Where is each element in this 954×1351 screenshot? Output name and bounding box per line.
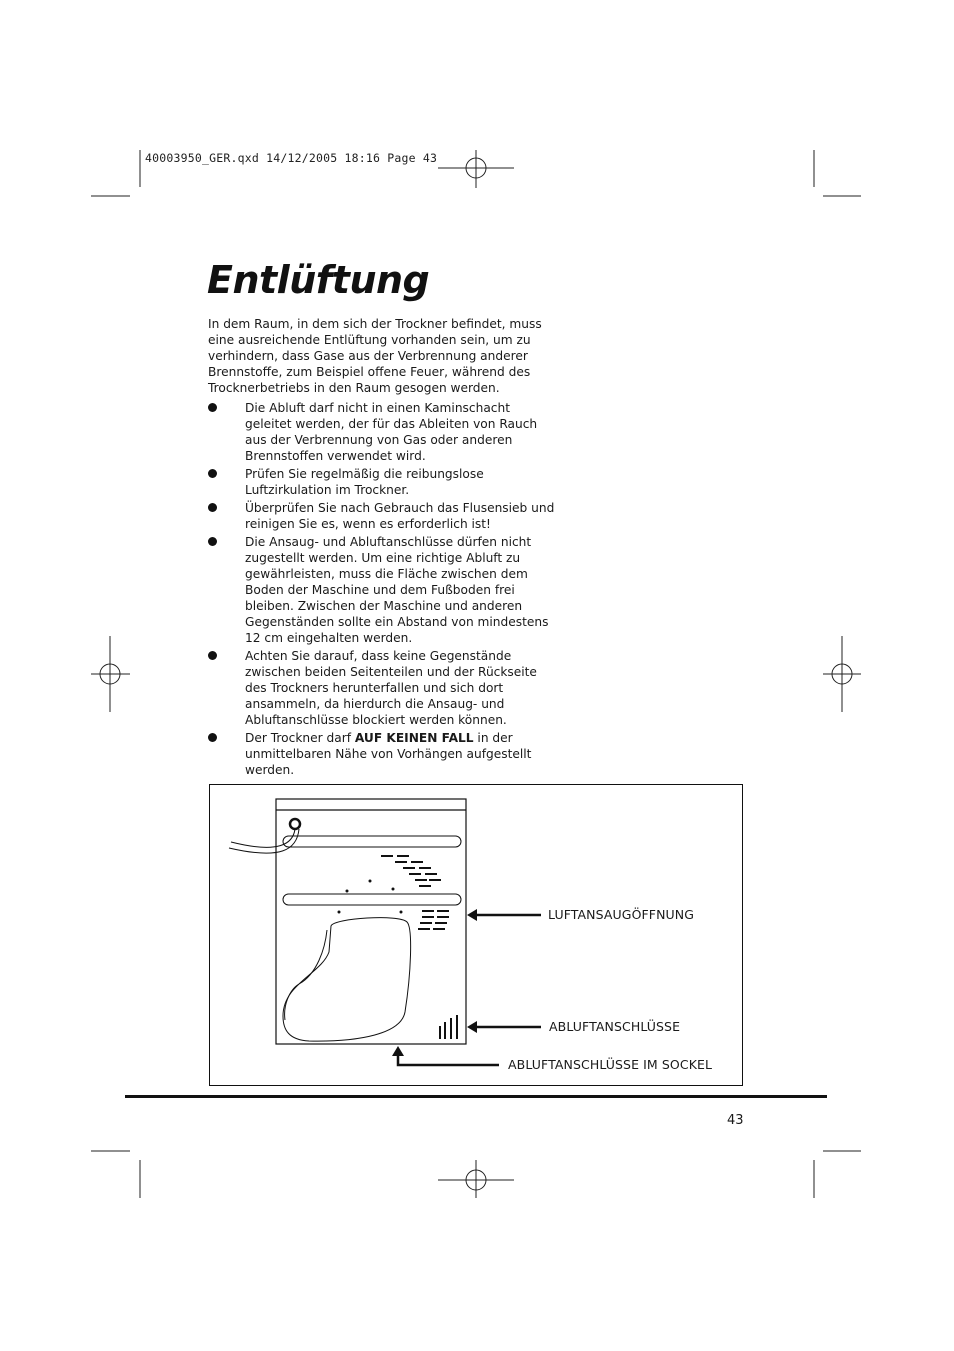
page-number: 43 bbox=[727, 1113, 744, 1128]
list-item-text: Die Abluft darf nicht in einen Kaminschacht geleitet werden, der für das Ableiten von Rauch aus der Verbrennung von Gas oder anderen Brennstoffen verwendet wird. bbox=[245, 401, 538, 463]
bullet-dot-icon bbox=[208, 537, 217, 546]
page-title: Entlüftung bbox=[207, 258, 430, 302]
list-item-text: Überprüfen Sie nach Gebrauch das Flusensieb und reinigen Sie es, wenn es erforderlich ist! bbox=[245, 501, 555, 531]
intro-paragraph: In dem Raum, in dem sich der Trockner befindet, muss eine ausreichende Entlüftung vorhanden sein, um zu verhindern, dass Gase aus der Verbrennung anderer Brennstoffe, zum Beispiel offene Feuer, während des Trocknerbetriebs in den Raum gesogen werden. bbox=[208, 317, 542, 395]
bullet-dot-icon bbox=[208, 651, 217, 660]
footer-rule bbox=[125, 1095, 827, 1098]
list-item bbox=[208, 648, 558, 728]
list-item bbox=[208, 500, 558, 532]
list-item-text: Achten Sie darauf, dass keine Gegenstände zwischen beiden Seitenteilen und der Rückseite des Trockners herunterfallen und sich dort ansammeln, da hierdurch die Ansaug- und Abluftanschlüsse blockiert werden können. bbox=[245, 649, 537, 727]
label-air-intake: LUFTANSAUGÖFFNUNG bbox=[548, 907, 695, 922]
bullet-dot-icon bbox=[208, 469, 217, 478]
list-item bbox=[208, 400, 558, 464]
print-slug: 40003950_GER.qxd 14/12/2005 18:16 Page 43 bbox=[145, 151, 438, 165]
list-item-text: in der unmittelbaren Nähe von Vorhängen aufgestellt werden. bbox=[245, 731, 532, 777]
list-item bbox=[208, 730, 558, 778]
bullet-dot-icon bbox=[208, 403, 217, 412]
safety-list bbox=[208, 400, 558, 780]
list-item bbox=[208, 534, 558, 646]
list-item bbox=[208, 466, 558, 498]
bullet-dot-icon bbox=[208, 733, 217, 742]
list-item-text: Die Ansaug- und Abluftanschlüsse dürfen nicht zugestellt werden. Um eine richtige Abluft zu gewährleisten, muss die Fläche zwischen dem Boden der Maschine und dem Fußboden frei bleiben. Zwischen der Maschine und anderen Gegenständen sollte ein Abstand von mindestens 12 cm eingehalten werden. bbox=[245, 535, 549, 645]
list-item-emphasis: AUF KEINEN FALL bbox=[354, 731, 474, 745]
list-item-text: Prüfen Sie regelmäßig die reibungslose Luftzirkulation im Trockner. bbox=[245, 467, 484, 497]
bullet-dot-icon bbox=[208, 503, 217, 512]
label-base-exhaust: ABLUFTANSCHLÜSSE IM SOCKEL bbox=[508, 1057, 713, 1072]
label-exhaust-connections: ABLUFTANSCHLÜSSE bbox=[549, 1019, 681, 1034]
dryer-illustration bbox=[209, 784, 743, 1086]
list-item-text: Der Trockner darf bbox=[245, 731, 355, 745]
